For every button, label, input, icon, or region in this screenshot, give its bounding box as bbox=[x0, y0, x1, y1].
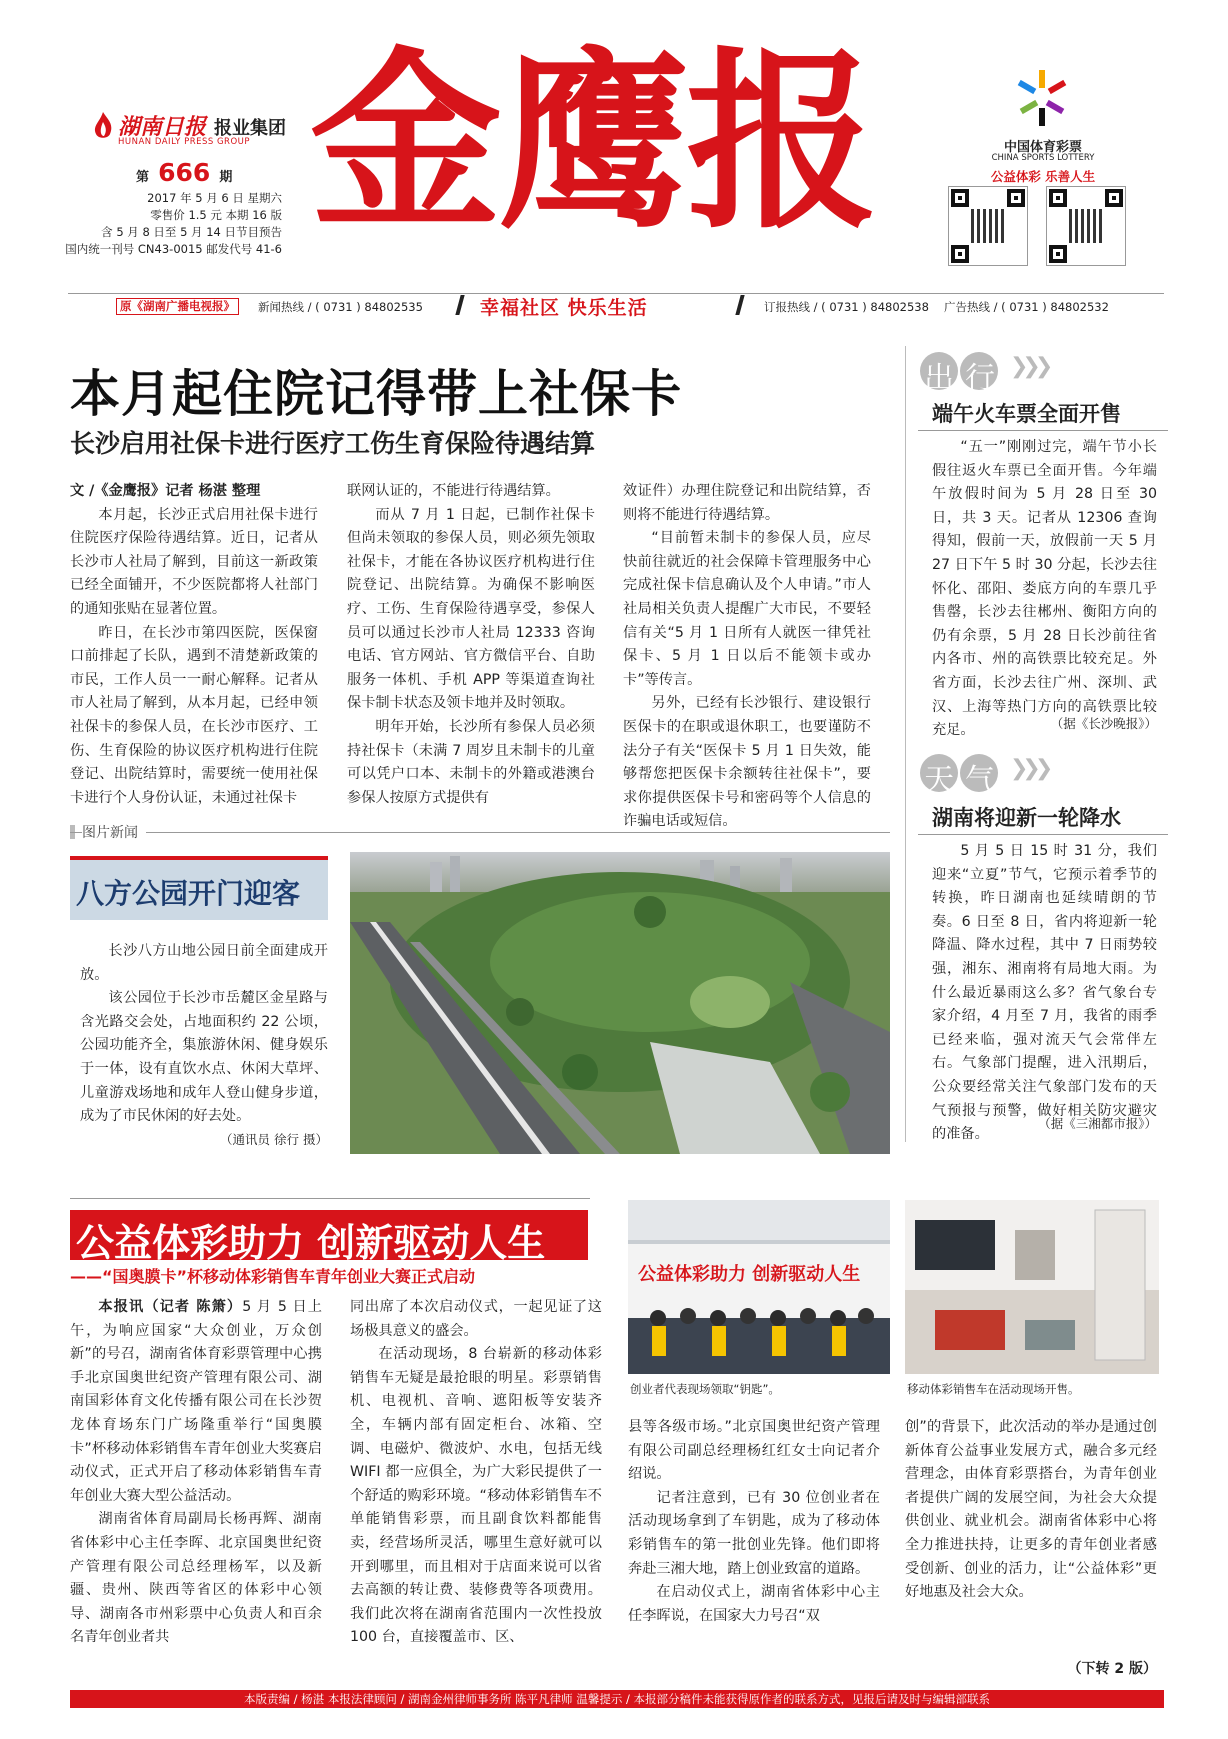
travel-headline: 端午火车票全面开售 bbox=[932, 402, 1121, 426]
lottery-headline: 公益体彩助力 创新驱动人生 bbox=[76, 1221, 546, 1265]
ad-hotline: 广告热线 / ( 0731 ) 84802532 bbox=[944, 300, 1109, 314]
group-name-en: HUNAN DAILY PRESS GROUP bbox=[118, 137, 250, 147]
preview-line: 含 5 月 8 日至 5 月 14 日节目预告 bbox=[101, 225, 282, 239]
lottery-col-3 bbox=[628, 1416, 880, 1628]
lottery-lead: 本报讯（记者 陈箫） bbox=[98, 1299, 243, 1315]
column-divider bbox=[905, 346, 906, 1142]
lottery-paragraph: 记者注意到，已有 30 位创业者在活动现场拿到了车钥匙，成为了移动体彩销售车的第一批创业先锋。他们即将奔赴三湘大地，踏上创业致富的道路。 bbox=[628, 1489, 880, 1577]
order-hotline: 订报热线 / ( 0731 ) 84802538 bbox=[764, 300, 929, 314]
slogan: 幸福社区 快乐生活 bbox=[480, 297, 648, 319]
travel-credit: （据《长沙晚报》） bbox=[1050, 716, 1157, 731]
lead-byline: 文 /《金鹰报》记者 杨湛 整理 bbox=[70, 483, 261, 499]
lottery-paragraph: 在活动现场，8 台崭新的移动体彩销售车无疑是最抢眼的明星。彩票销售机、电视机、音响、遮阳板等安装齐全，车辆内部有固定柜台、冰箱、空调、电磁炉、微波炉、水电，包括无线 WIFI 都一应俱全，为广大彩民提供了一个舒适的购彩环境。“移动体彩销售车不单能销售彩票，而且副食饮料都能售卖，经营场所灵活，哪里生意好就可以开到哪里，而且相对于店面来说可以省去高额的转让费、装修费等各项费用。我们此次将在湖南省范围内一次性投放 100 台，直接覆盖市、区、 bbox=[350, 1346, 602, 1646]
travel-section bbox=[918, 346, 1168, 746]
lottery-paragraph: 同出席了本次启动仪式，一起见证了这场极具意义的盛会。 bbox=[350, 1299, 602, 1339]
travel-tag-text: 出行 bbox=[924, 361, 1006, 396]
lottery-name: 中国体育彩票 bbox=[1003, 140, 1082, 155]
ceremony-banner-text: 公益体彩助力 创新驱动人生 bbox=[638, 1264, 861, 1285]
newspaper-title: 金鹰报 bbox=[310, 32, 874, 255]
photo-news-paragraph: 该公园位于长沙市岳麓区金星路与含光路交会处，占地面积约 22 公顷，公园功能齐全，集旅游休闲、健身娱乐于一体，设有直饮水点、休闲大草坪、儿童游戏场地和成年人登山健身步道，成为了市民休闲的好去处。 bbox=[80, 990, 328, 1125]
sales-truck-photo bbox=[905, 1200, 1159, 1374]
group-logo-text: 湖南日报 bbox=[118, 114, 207, 140]
issue-line bbox=[136, 158, 276, 187]
issue-number: 666 bbox=[158, 158, 211, 187]
chevrons-icon: ❯❯❯ bbox=[1010, 756, 1048, 781]
photo-news-body-wrap bbox=[80, 940, 328, 1129]
lead-subhead: 长沙启用社保卡进行医疗工伤生育保险待遇结算 bbox=[70, 429, 596, 458]
lottery-paragraph: 创”的背景下，此次活动的举办是通过创新体育公益事业发展方式，融合多元经营理念，由体育彩票搭台，为青年创业者提供广阔的发展空间，为社会大众提供创业、就业机会。湖南省体彩中心将全力推进扶持，让更多的青年创业者感受创新、创业的活力，让“公益体彩”更好地惠及社会大众。 bbox=[905, 1419, 1157, 1601]
travel-body: “五一”刚刚过完，端午节小长假往返火车票已全面开售。今年端午放假时间为 5 月 28 日至 30 日，共 3 天。记者从 12306 查询得知，假前一天，放假前一天 5 月 27 日下午 5 时 30 分起，长沙去往怀化、邵阳、娄底方向的车票几乎售罄，长沙去往郴州、衡阳方向的仍有余票，5 月 28 日长沙前往省内各市、州的高铁票比较充足。外省方面，长沙去往广州、深圳、武汉、上海等热门方向的高铁票比较充足。 bbox=[932, 439, 1157, 739]
lottery-logo bbox=[1010, 66, 1074, 130]
lead-paragraph: “目前暂未制卡的参保人员，应尽快前往就近的社会保障卡管理服务中心完成社保卡信息确认及个人申请。”市人社局相关负责人提醒广大市民，不要轻信有关“5 月 1 日所有人就医一律凭社保卡、5 月 1 日以后不能领卡或办卡”等传言。 bbox=[623, 530, 871, 688]
lottery-paragraph: 在启动仪式上，湖南省体彩中心主任李晖说，在国家大力号召“双 bbox=[628, 1584, 880, 1624]
photo-news-headline: 八方公园开门迎客 bbox=[76, 877, 301, 910]
masthead bbox=[0, 0, 1228, 319]
weather-section bbox=[918, 752, 1168, 1142]
lottery-slogan: 公益体彩 乐善人生 bbox=[990, 169, 1096, 184]
lottery-col-1 bbox=[70, 1296, 322, 1650]
group-logo bbox=[92, 110, 292, 150]
qr-code-right bbox=[1046, 186, 1126, 266]
photo-news-label: 图片新闻 bbox=[82, 822, 146, 842]
section-rule bbox=[70, 1198, 590, 1199]
slash-right bbox=[735, 295, 744, 315]
source-tag: 原《湖南广播电视报》 bbox=[116, 298, 239, 315]
lead-paragraph: 另外，已经有长沙银行、建设银行医保卡的在职或退休职工，也要谨防不法分子有关“医保卡 5 月 1 日失效，能够帮您把医保卡余额转往社保卡”，要求你提供医保卡号和密码等个人信息的诈骗电话或短信。 bbox=[623, 695, 871, 830]
lottery-text: 5 月 5 日上午，为响应国家“大众创业，万众创新”的号召，湖南省体育彩票管理中心携手北京国奥世纪资产管理有限公司、湖南国彩体育文化传播有限公司在长沙贺龙体育场东门广场隆重举行“国奥膜卡”杯移动体彩销售车青年创业大奖赛启动仪式，正式开启了移动体彩销售车青年创业大赛大型公益活动。 bbox=[70, 1299, 322, 1504]
footer-text: 本版责编 / 杨湛 本报法律顾问 / 湖南金州律师事务所 陈平凡律师 温馨提示 / 本报部分稿件未能获得原作者的联系方式，见报后请及时与编辑部联系 bbox=[243, 1692, 991, 1706]
lottery-subhead: ——“国奥膜卡”杯移动体彩销售车青年创业大赛正式启动 bbox=[70, 1267, 476, 1286]
park-aerial-photo bbox=[350, 852, 890, 1154]
photo-news-headline-box bbox=[70, 856, 328, 920]
ceremony-caption: 创业者代表现场领取“钥匙”。 bbox=[630, 1382, 780, 1396]
hotline-bar bbox=[68, 293, 1164, 317]
lottery-col-2 bbox=[350, 1296, 602, 1650]
lead-col-1 bbox=[70, 480, 318, 810]
weather-body-wrap bbox=[932, 840, 1157, 1147]
lead-col-2 bbox=[347, 480, 595, 810]
cn-line: 国内统一刊号 CN43-0015 邮发代号 41-6 bbox=[65, 242, 282, 256]
lead-paragraph: 明年开始，长沙所有参保人员必须持社保卡（未满 7 周岁且未制卡的儿童可以凭户口本、未制卡的外籍或港澳台参保人按原方式提供有 bbox=[347, 718, 595, 806]
qr-code-left bbox=[948, 186, 1028, 266]
lottery-name-en: CHINA SPORTS LOTTERY bbox=[991, 153, 1095, 163]
group-name: 报业集团 bbox=[214, 118, 286, 139]
travel-tag bbox=[920, 350, 1010, 396]
chevrons-icon: ❯❯❯ bbox=[1010, 354, 1048, 379]
issue-prefix: 第 bbox=[136, 170, 150, 185]
photo-news-paragraph: 长沙八方山地公园日前全面建成开放。 bbox=[80, 943, 328, 983]
lottery-paragraph bbox=[70, 1296, 322, 1508]
photo-news-divider bbox=[70, 822, 890, 842]
lead-paragraph: 昨日，在长沙市第四医院，医保窗口前排起了长队，遇到不清楚新政策的市民，工作人员一一耐心解释。记者从市人社局了解到，从本月起，已经申领社保卡的参保人员，在长沙市医疗、工伤、生育保险的协议医疗机构进行住院登记、出院结算时，需要统一使用社保卡进行个人身份认证，未通过社保卡 bbox=[70, 624, 318, 806]
date-line: 2017 年 5 月 6 日 星期六 bbox=[147, 191, 282, 205]
price-line: 零售价 1.5 元 本期 16 版 bbox=[150, 208, 282, 222]
weather-body: 5 月 5 日 15 时 31 分，我们迎来“立夏”节气，它预示着季节的转换，昨日湖南也延续晴朗的节奏。6 日至 8 日，省内将迎新一轮降温、降水过程，其中 7 日雨势较强，湘东、湘南将有局地大雨。为什么最近暴雨这么多？省气象台专家介绍，4 月至 7 月，我省的雨季已经来临，强对流天气会常伴左右。气象部门提醒，进入汛期后，公众要经常关注气象部门发布的天气预报与预警，做好相关防灾避灾的准备。 bbox=[932, 843, 1157, 1143]
issue-suffix: 期 bbox=[219, 170, 233, 185]
lead-paragraph: 本月起，长沙正式启用社保卡进行住院医疗保险待遇结算。近日，记者从长沙市人社局了解到，目前这一新政策已经全面铺开，不少医院都将人社部门的通知张贴在显著位置。 bbox=[70, 506, 318, 617]
footer-bar bbox=[70, 1690, 1164, 1708]
lottery-paragraph: 县等各级市场。”北京国奥世纪资产管理有限公司副总经理杨红红女士向记者介绍说。 bbox=[628, 1419, 880, 1483]
lottery-headline-box bbox=[70, 1210, 588, 1265]
weather-tag-text: 天气 bbox=[924, 763, 1006, 798]
lottery-col-4 bbox=[905, 1416, 1157, 1605]
lead-paragraph: 联网认证的，不能进行待遇结算。 bbox=[347, 483, 560, 499]
photo-news-credit: （通讯员 徐行 摄） bbox=[220, 1132, 328, 1147]
slash-left bbox=[455, 295, 464, 315]
ceremony-photo bbox=[628, 1200, 890, 1374]
lead-paragraph: 而从 7 月 1 日起，已制作社保卡但尚未领取的参保人员，则必须先领取社保卡，才能在各协议医疗机构进行住院登记、出院结算。为确保不影响医疗、工伤、生育保险待遇享受，参保人员可以通过长沙市人社局 12333 咨询电话、官方网站、官方微信平台、自助服务一体机、手机 APP 等渠道查询社保卡制卡状态及领卡地并及时领取。 bbox=[347, 506, 595, 712]
flame-icon bbox=[92, 112, 114, 140]
lead-paragraph: 效证件）办理住院登记和出院结算，否则将不能进行待遇结算。 bbox=[623, 483, 871, 523]
lead-headline: 本月起住院记得带上社保卡 bbox=[70, 365, 682, 423]
travel-body-wrap bbox=[932, 436, 1157, 743]
sales-truck-caption: 移动体彩销售车在活动现场开售。 bbox=[907, 1382, 1080, 1396]
weather-credit: （据《三湘都市报》） bbox=[1038, 1116, 1157, 1131]
weather-tag bbox=[920, 752, 1010, 798]
weather-headline: 湖南将迎新一轮降水 bbox=[932, 806, 1121, 830]
lead-col-3 bbox=[623, 480, 871, 834]
lottery-paragraph: 湖南省体育局副局长杨再辉、湖南省体彩中心主任李晖、北京国奥世纪资产管理有限公司总经理杨军，以及新疆、贵州、陕西等省区的体彩中心领导、湖南各市州彩票中心负责人和百余名青年创业者共 bbox=[70, 1511, 322, 1646]
news-hotline: 新闻热线 / ( 0731 ) 84802535 bbox=[258, 300, 423, 314]
continue-note: （下转 2 版） bbox=[1067, 1661, 1157, 1677]
